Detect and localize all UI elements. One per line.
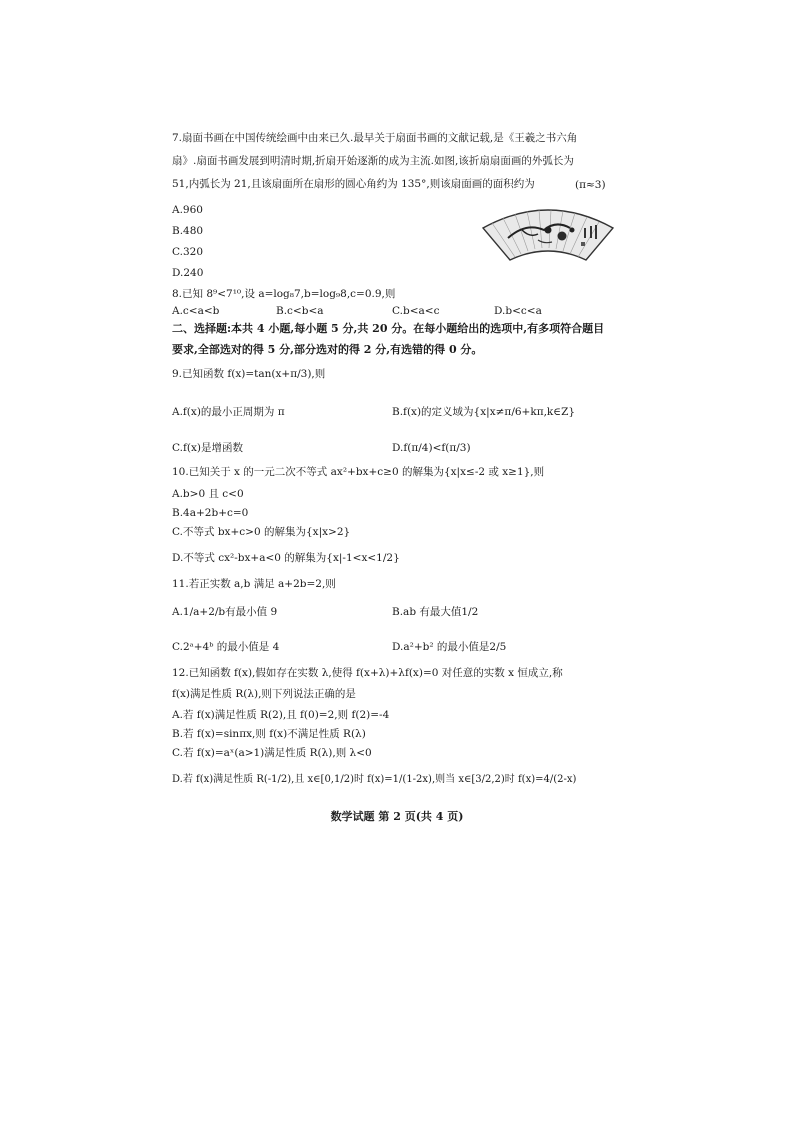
q7-option-d: D.240 [172, 267, 204, 279]
q10-option-b: B.4a+2b+c=0 [172, 507, 249, 519]
q7-line1: 7.扇面书画在中国传统绘画中由来已久.最早关于扇面书画的文献记载,是《王羲之书六角 [172, 132, 578, 144]
q11-option-a: A.1/a+2/b有最小值 9 [172, 606, 278, 618]
q10-option-a: A.b>0 且 c<0 [172, 488, 244, 500]
q7-pi-note: (π≈3) [575, 179, 606, 191]
q12-option-a: A.若 f(x)满足性质 R(2),且 f(0)=2,则 f(2)=-4 [172, 709, 390, 721]
q12-option-c: C.若 f(x)=aˣ(a>1)满足性质 R(λ),则 λ<0 [172, 747, 372, 759]
q11-stem: 11.若正实数 a,b 满足 a+2b=2,则 [172, 578, 336, 590]
q11-option-b: B.ab 有最大值1/2 [392, 606, 479, 618]
q10-option-d: D.不等式 cx²-bx+a<0 的解集为{x|-1<x<1/2} [172, 552, 400, 564]
q9-option-d: D.f(π/4)<f(π/3) [392, 442, 471, 454]
q10-stem: 10.已知关于 x 的一元二次不等式 ax²+bx+c≥0 的解集为{x|x≤-2 或 x≥1},则 [172, 466, 545, 478]
page-footer: 数学试题 第 2 页(共 4 页) [330, 810, 464, 823]
q9-option-b: B.f(x)的定义域为{x|x≠π/6+kπ,k∈Z} [392, 406, 576, 418]
q9-option-c: C.f(x)是增函数 [172, 442, 243, 454]
q11-option-d: D.a²+b² 的最小值是2/5 [392, 641, 507, 653]
q12-line1: 12.已知函数 f(x),假如存在实数 λ,使得 f(x+λ)+λf(x)=0 对任意的实数 x 恒成立,称 [172, 667, 563, 679]
q10-option-c: C.不等式 bx+c>0 的解集为{x|x>2} [172, 526, 351, 538]
q8-option-b: B.c<b<a [276, 305, 324, 317]
q7-option-a: A.960 [172, 204, 203, 216]
q9-stem: 9.已知函数 f(x)=tan(x+π/3),则 [172, 368, 326, 380]
q7-option-c: C.320 [172, 246, 204, 258]
section2-line1: 二、选择题:本共 4 小题,每小题 5 分,共 20 分。在每小题给出的选项中,有多项符合题目 [172, 322, 605, 335]
q12-option-b: B.若 f(x)=sinπx,则 f(x)不满足性质 R(λ) [172, 728, 366, 740]
folding-fan-painting-icon [478, 200, 618, 270]
q9-option-a: A.f(x)的最小正周期为 π [172, 406, 285, 418]
q12-line2: f(x)满足性质 R(λ),则下列说法正确的是 [172, 688, 356, 700]
q12-option-d: D.若 f(x)满足性质 R(-1/2),且 x∈[0,1/2)时 f(x)=1/(1-2x),则当 x∈[3/2,2)时 f(x)=4/(2-x) [172, 774, 577, 785]
q8-option-a: A.c<a<b [172, 305, 220, 317]
q11-option-c: C.2ᵃ+4ᵇ 的最小值是 4 [172, 641, 280, 653]
q8-option-c: C.b<a<c [392, 305, 440, 317]
q8-stem: 8.已知 8⁹<7¹⁰,设 a=log₈7,b=log₉8,c=0.9,则 [172, 288, 396, 300]
q7-line2: 扇》.扇面书画发展到明清时期,折扇开始逐渐的成为主流.如图,该折扇扇面画的外弧长为 [172, 155, 574, 167]
q8-option-d: D.b<c<a [494, 305, 542, 317]
q7-option-b: B.480 [172, 225, 204, 237]
section2-line2: 要求,全部选对的得 5 分,部分选对的得 2 分,有选错的得 0 分。 [172, 343, 483, 356]
q7-line3: 51,内弧长为 21,且该扇面所在扇形的圆心角约为 135°,则该扇面画的面积约为 [172, 178, 535, 190]
